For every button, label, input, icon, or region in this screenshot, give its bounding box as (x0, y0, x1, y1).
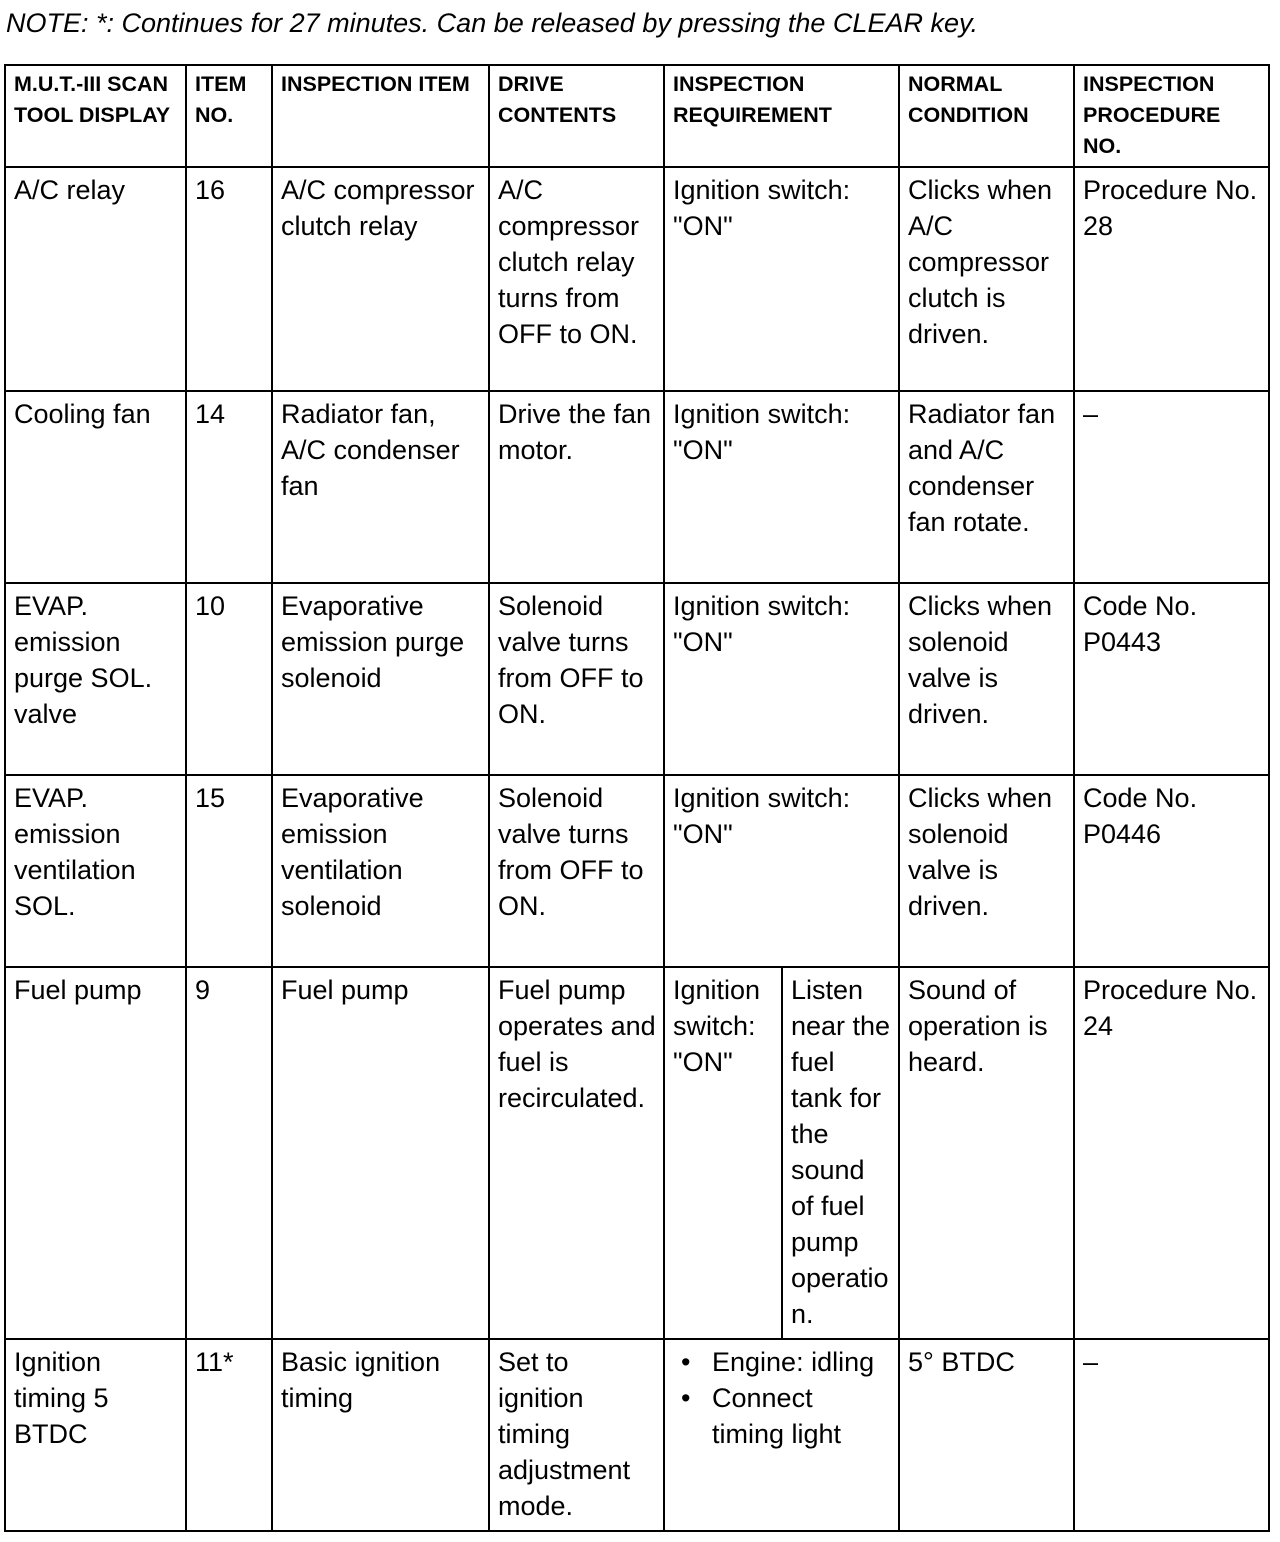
cell-display: EVAP. emission ventilation SOL. (5, 775, 186, 967)
header-inspection-requirement: INSPECTION REQUIREMENT (664, 65, 899, 167)
table-row (5, 391, 1269, 583)
cell-item-no: 11* (186, 1339, 272, 1531)
cell-procedure-no: Code No. P0443 (1074, 583, 1269, 775)
cell-item-no: 10 (186, 583, 272, 775)
header-inspection-item: INSPECTION ITEM (272, 65, 489, 167)
header-drive-contents: DRIVE CONTENTS (489, 65, 664, 167)
cell-inspection-item: Evaporative emission ventilation solenoid (272, 775, 489, 967)
bullet-icon: • (681, 1383, 691, 1413)
cell-requirement-extra: Listen near the fuel tank for the sound of fuel pump operation. (782, 967, 899, 1339)
cell-inspection-item: Radiator fan, A/C condenser fan (272, 391, 489, 583)
cell-procedure-no: – (1074, 1339, 1269, 1531)
table-row (5, 967, 1269, 1339)
cell-display: Ignition timing 5 BTDC (5, 1339, 186, 1531)
cell-inspection-item: Fuel pump (272, 967, 489, 1339)
table-note: NOTE: *: Continues for 27 minutes. Can be released by pressing the CLEAR key. (6, 8, 978, 38)
list-item (673, 1380, 891, 1452)
cell-requirement: Ignition switch: "ON" (664, 775, 899, 967)
cell-requirement (664, 1339, 899, 1531)
cell-drive-contents: Fuel pump operates and fuel is recirculated. (489, 967, 664, 1339)
list-item (673, 1344, 891, 1380)
cell-drive-contents: Set to ignition timing adjustment mode. (489, 1339, 664, 1531)
header-normal-condition: NORMAL CONDITION (899, 65, 1074, 167)
cell-requirement: Ignition switch: "ON" (664, 391, 899, 583)
cell-display: EVAP. emission purge SOL. valve (5, 583, 186, 775)
table-row (5, 775, 1269, 967)
cell-drive-contents: Drive the fan motor. (489, 391, 664, 583)
bullet-icon: • (681, 1347, 691, 1377)
header-row (5, 65, 1269, 167)
cell-inspection-item: A/C compressor clutch relay (272, 167, 489, 391)
cell-requirement: Ignition switch: "ON" (664, 583, 899, 775)
cell-normal-condition: Radiator fan and A/C condenser fan rotate. (899, 391, 1074, 583)
cell-normal-condition: 5° BTDC (899, 1339, 1074, 1531)
cell-procedure-no: Code No. P0446 (1074, 775, 1269, 967)
cell-drive-contents: Solenoid valve turns from OFF to ON. (489, 583, 664, 775)
cell-display: Cooling fan (5, 391, 186, 583)
cell-item-no: 9 (186, 967, 272, 1339)
list-item-text: Engine: idling (712, 1347, 875, 1377)
cell-procedure-no: Procedure No. 24 (1074, 967, 1269, 1339)
cell-item-no: 16 (186, 167, 272, 391)
table-row (5, 1339, 1269, 1531)
cell-drive-contents: Solenoid valve turns from OFF to ON. (489, 775, 664, 967)
cell-requirement: Ignition switch: "ON" (664, 967, 782, 1339)
header-item-no: ITEM NO. (186, 65, 272, 167)
cell-procedure-no: – (1074, 391, 1269, 583)
cell-drive-contents: A/C compressor clutch relay turns from OFF to ON. (489, 167, 664, 391)
cell-normal-condition: Clicks when A/C compressor clutch is driven. (899, 167, 1074, 391)
list-item-text: Connect timing light (712, 1383, 842, 1449)
cell-normal-condition: Sound of operation is heard. (899, 967, 1074, 1339)
header-display: M.U.T.-III SCAN TOOL DISPLAY (5, 65, 186, 167)
requirement-bullet-list (673, 1344, 891, 1452)
table-row (5, 167, 1269, 391)
actuator-test-table (4, 64, 1270, 1532)
header-procedure-no: INSPECTION PROCEDURE NO. (1074, 65, 1269, 167)
cell-inspection-item: Basic ignition timing (272, 1339, 489, 1531)
cell-requirement: Ignition switch: "ON" (664, 167, 899, 391)
cell-inspection-item: Evaporative emission purge solenoid (272, 583, 489, 775)
table-row (5, 583, 1269, 775)
cell-item-no: 14 (186, 391, 272, 583)
cell-item-no: 15 (186, 775, 272, 967)
cell-normal-condition: Clicks when solenoid valve is driven. (899, 583, 1074, 775)
cell-normal-condition: Clicks when solenoid valve is driven. (899, 775, 1074, 967)
cell-procedure-no: Procedure No. 28 (1074, 167, 1269, 391)
cell-display: A/C relay (5, 167, 186, 391)
cell-display: Fuel pump (5, 967, 186, 1339)
